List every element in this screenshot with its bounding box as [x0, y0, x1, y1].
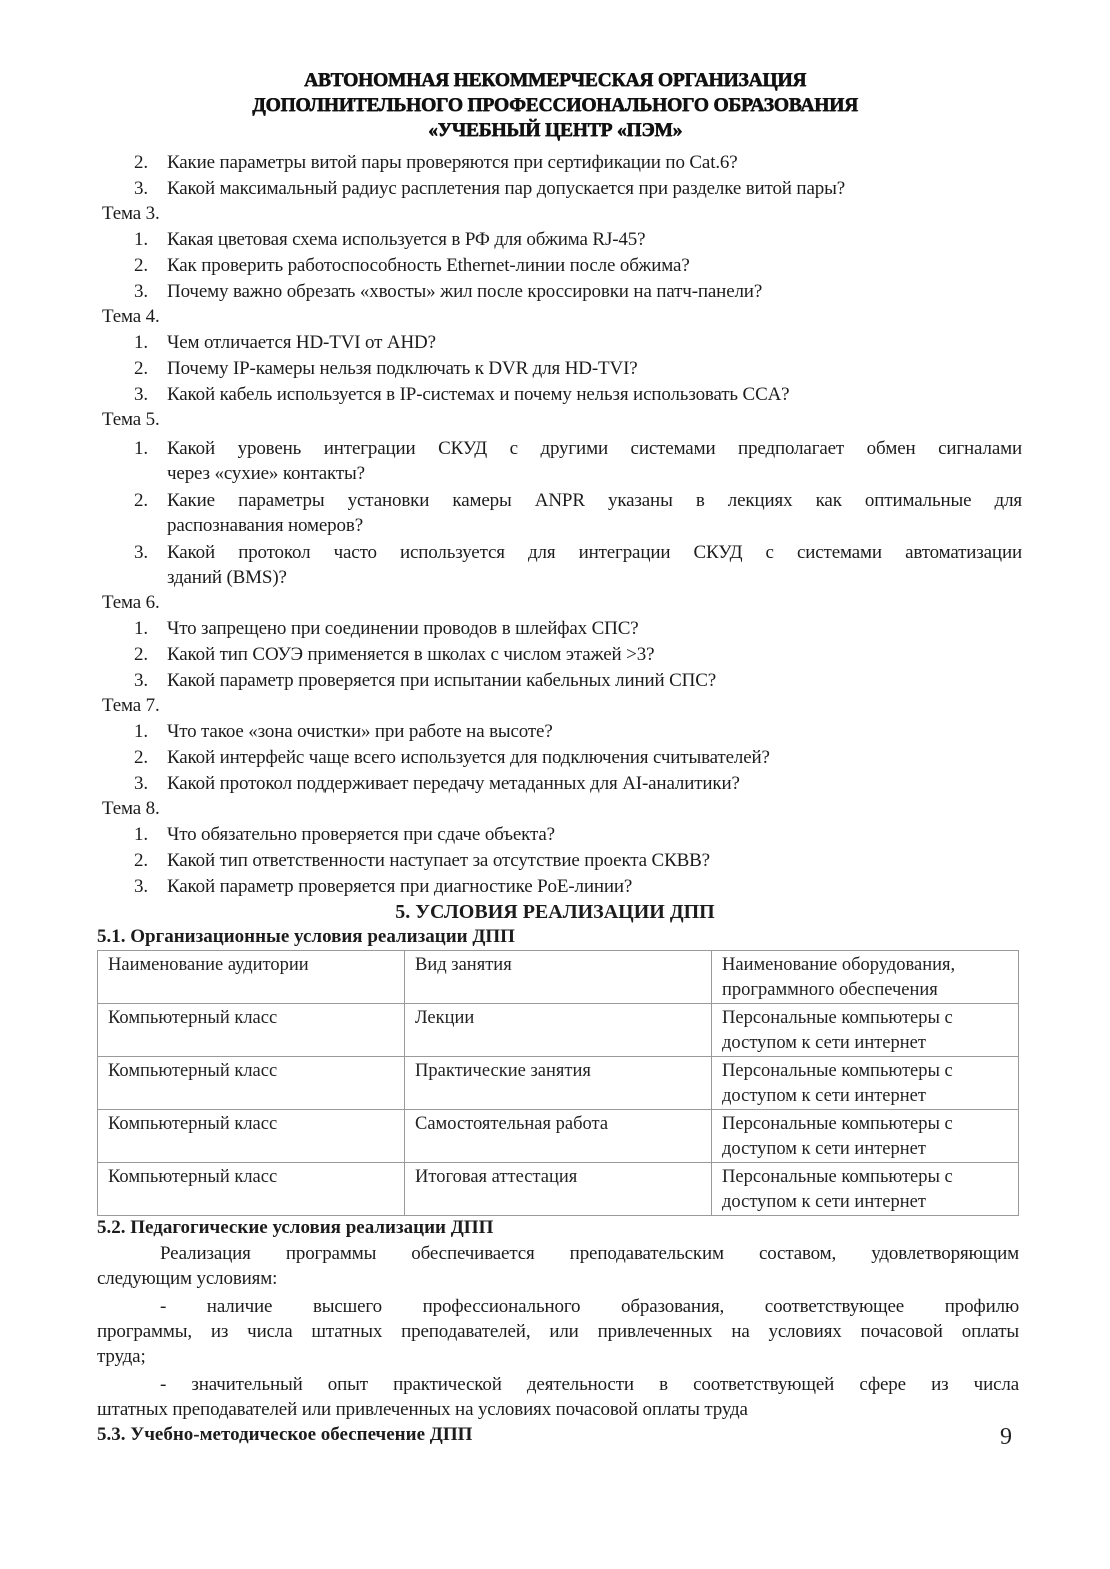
question-text: Почему IP-камеры нельзя подключать к DVR для HD-TVI? — [167, 358, 638, 379]
question-number: 2. — [134, 644, 148, 665]
question-number: 3. — [134, 773, 148, 794]
table-cell: Самостоятельная работа — [405, 1110, 712, 1163]
table-row — [98, 1110, 1019, 1163]
question-number: 1. — [134, 618, 148, 639]
table-row — [98, 1163, 1019, 1216]
header-line-1: АВТОНОМНАЯ НЕКОММЕРЧЕСКАЯ ОРГАНИЗАЦИЯ — [303, 70, 807, 91]
question-number: 1. — [134, 438, 148, 459]
question-number: 1. — [134, 332, 148, 353]
subsection-title-5-1: 5.1. Организационные условия реализации ДПП — [97, 926, 515, 947]
topic-label: Тема 7. — [102, 695, 160, 716]
question-text: Какой параметр проверяется при диагностике PoE-линии? — [167, 876, 633, 897]
table-cell: Компьютерный класс — [98, 1110, 405, 1163]
question-number: 3. — [134, 178, 148, 199]
question-number: 3. — [134, 384, 148, 405]
question-text: Чем отличается HD-TVI от AHD? — [167, 332, 436, 353]
question-text: Какие параметры установки камеры ANPR указаны в лекциях как оптимальные для — [167, 490, 1022, 511]
bullet-line: программы, из числа штатных преподавателей, или привлеченных на условиях почасовой оплаты — [97, 1321, 1019, 1342]
question-number: 3. — [134, 670, 148, 691]
topic-label: Тема 4. — [102, 306, 160, 327]
question-text: Что запрещено при соединении проводов в шлейфах СПС? — [167, 618, 639, 639]
question-text-continued: распознавания номеров? — [167, 515, 363, 536]
table-cell: Компьютерный класс — [98, 1004, 405, 1057]
question-text: Какой протокол поддерживает передачу метаданных для AI-аналитики? — [167, 773, 740, 794]
subsection-title-5-3: 5.3. Учебно-методическое обеспечение ДПП — [97, 1424, 473, 1445]
question-number: 2. — [134, 152, 148, 173]
question-text: Какой тип ответственности наступает за отсутствие проекта СКВВ? — [167, 850, 710, 871]
question-text-continued: через «сухие» контакты? — [167, 463, 365, 484]
question-text: Какой уровень интеграции СКУД с другими системами предполагает обмен сигналами — [167, 438, 1022, 459]
table-header-cell: Наименование аудитории — [98, 951, 405, 1004]
organization-header — [0, 68, 1110, 143]
question-number: 2. — [134, 747, 148, 768]
question-text: Что обязательно проверяется при сдаче объекта? — [167, 824, 555, 845]
table-cell: Лекции — [405, 1004, 712, 1057]
table-cell: Итоговая аттестация — [405, 1163, 712, 1216]
question-text: Что такое «зона очистки» при работе на высоте? — [167, 721, 553, 742]
question-text: Какая цветовая схема используется в РФ для обжима RJ-45? — [167, 229, 646, 250]
table-cell: Персональные компьютеры с доступом к сети интернет — [712, 1057, 1019, 1110]
topic-label: Тема 3. — [102, 203, 160, 224]
question-text: Почему важно обрезать «хвосты» жил после кроссировки на патч-панели? — [167, 281, 763, 302]
bullet-line: - значительный опыт практической деятельности в соответствующей сфере из числа — [160, 1374, 1019, 1395]
table-cell: Персональные компьютеры с доступом к сети интернет — [712, 1004, 1019, 1057]
question-number: 2. — [134, 490, 148, 511]
table-row — [98, 1004, 1019, 1057]
question-text-continued: зданий (BMS)? — [167, 567, 287, 588]
question-text: Какой тип СОУЭ применяется в школах с числом этажей >3? — [167, 644, 655, 665]
topic-label: Тема 6. — [102, 592, 160, 613]
table-cell: Персональные компьютеры с доступом к сети интернет — [712, 1110, 1019, 1163]
topic-label: Тема 8. — [102, 798, 160, 819]
question-number: 1. — [134, 824, 148, 845]
question-number: 2. — [134, 358, 148, 379]
topic-label: Тема 5. — [102, 409, 160, 430]
table-cell: Компьютерный класс — [98, 1163, 405, 1216]
subsection-title-5-2: 5.2. Педагогические условия реализации ДПП — [97, 1217, 494, 1238]
question-number: 3. — [134, 876, 148, 897]
question-number: 2. — [134, 850, 148, 871]
question-number: 1. — [134, 229, 148, 250]
header-line-3: «УЧЕБНЫЙ ЦЕНТР «ПЭМ» — [427, 120, 683, 141]
question-text: Какой параметр проверяется при испытании кабельных линий СПС? — [167, 670, 717, 691]
table-header-cell: Наименование оборудования, программного обеспечения — [712, 951, 1019, 1004]
question-text: Какой протокол часто используется для интеграции СКУД с системами автоматизации — [167, 542, 1022, 563]
bullet-line: труда; — [97, 1346, 146, 1367]
organizational-conditions-table — [97, 950, 1019, 1216]
paragraph-line: следующим условиям: — [97, 1268, 278, 1289]
page-number: 9 — [1000, 1424, 1012, 1450]
paragraph-line: Реализация программы обеспечивается преподавательским составом, удовлетворяющим — [160, 1243, 1019, 1264]
header-line-2: ДОПОЛНИТЕЛЬНОГО ПРОФЕССИОНАЛЬНОГО ОБРАЗОВАНИЯ — [252, 95, 858, 116]
question-text: Как проверить работоспособность Ethernet-линии после обжима? — [167, 255, 690, 276]
question-number: 3. — [134, 542, 148, 563]
question-number: 3. — [134, 281, 148, 302]
table-cell: Практические занятия — [405, 1057, 712, 1110]
section-title: 5. УСЛОВИЯ РЕАЛИЗАЦИИ ДПП — [395, 901, 715, 923]
question-number: 1. — [134, 721, 148, 742]
question-text: Какой максимальный радиус расплетения пар допускается при разделке витой пары? — [167, 178, 845, 199]
question-text: Какой кабель используется в IP-системах и почему нельзя использовать CCA? — [167, 384, 790, 405]
table-row — [98, 1057, 1019, 1110]
bullet-line: - наличие высшего профессионального образования, соответствующее профилю — [160, 1296, 1019, 1317]
question-number: 2. — [134, 255, 148, 276]
table-header-cell: Вид занятия — [405, 951, 712, 1004]
table-cell: Компьютерный класс — [98, 1057, 405, 1110]
table-header-row — [98, 951, 1019, 1004]
table-cell: Персональные компьютеры с доступом к сети интернет — [712, 1163, 1019, 1216]
question-text: Какой интерфейс чаще всего используется для подключения считывателей? — [167, 747, 770, 768]
question-text: Какие параметры витой пары проверяются при сертификации по Cat.6? — [167, 152, 738, 173]
bullet-line: штатных преподавателей или привлеченных на условиях почасовой оплаты труда — [97, 1399, 748, 1420]
